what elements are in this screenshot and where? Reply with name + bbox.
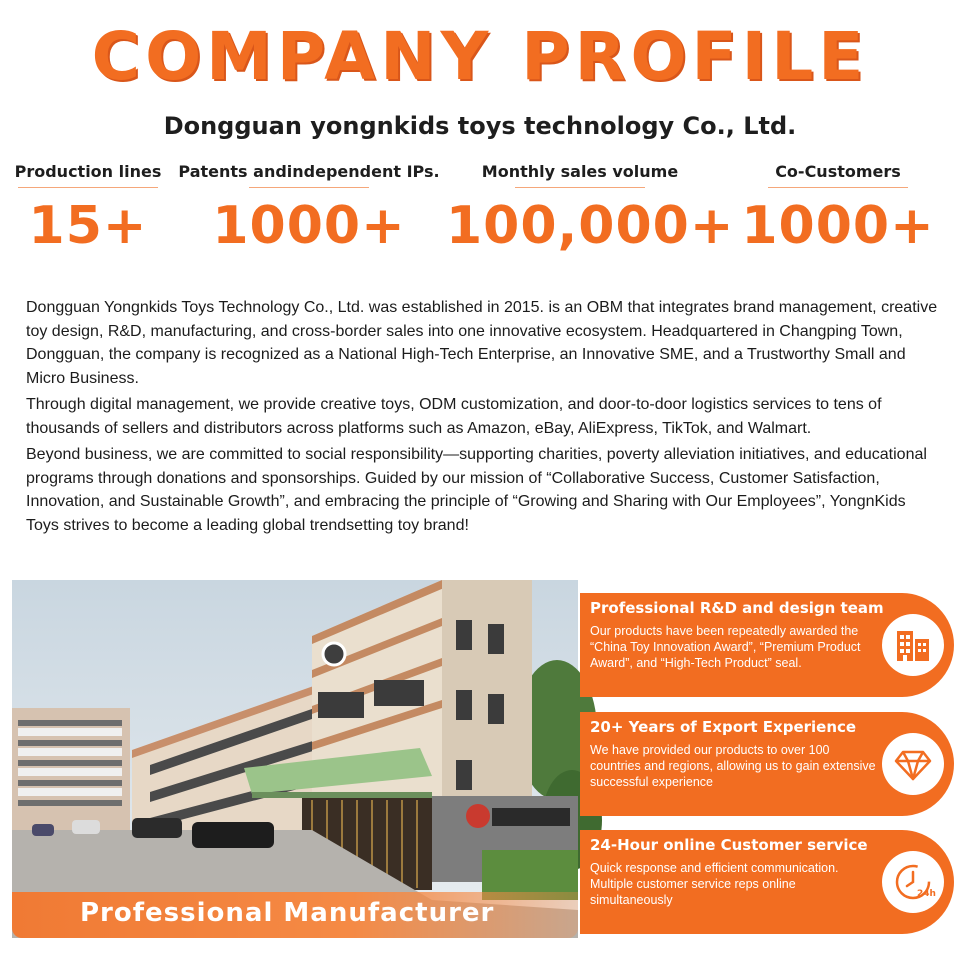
feature-title: Professional R&D and design team bbox=[590, 599, 884, 617]
diamond-icon bbox=[893, 744, 933, 784]
company-description bbox=[26, 296, 941, 540]
stats-row bbox=[0, 162, 960, 272]
feature-title: 24-Hour online Customer service bbox=[590, 836, 868, 854]
description-paragraph: Through digital management, we provide creative toys, ODM customization, and door-to-door logistics services to tens of thousands of sellers and distributors across platforms such as Amazon, eBay, AliExpress, TikTok, and Walmart. bbox=[26, 396, 882, 437]
stat-label: Co-Customers bbox=[775, 162, 901, 181]
stat-monthly-sales bbox=[446, 162, 735, 256]
feature-icon-badge bbox=[882, 614, 944, 676]
feature-description: Our products have been repeatedly awarded the “China Toy Innovation Award”, “Premium Product Award”, and “High-Tech Product” seal. bbox=[590, 624, 861, 670]
stat-value: 15+ bbox=[28, 196, 148, 256]
feature-title: 20+ Years of Export Experience bbox=[590, 718, 857, 736]
clock-24h-label: 24h bbox=[917, 889, 936, 899]
feature-description: Quick response and efficient communication. Multiple customer service reps online simultaneously bbox=[590, 861, 839, 907]
description-paragraph: Beyond business, we are committed to social responsibility—supporting charities, poverty alleviation initiatives, and educational programs through donations and sponsorships. Guided by our mission of “Collaborative Success, Customer Satisfaction, Innovation, and Sustainable Growth”, and embracing the principle of “Growing and Sharing with Our Employees”, YongnKids Toys strives to become a leading global trendsetting toy brand! bbox=[26, 446, 927, 534]
factory-photo bbox=[12, 580, 578, 938]
stat-divider bbox=[249, 187, 369, 188]
stat-value: 100,000+ bbox=[446, 196, 735, 256]
feature-icon-badge bbox=[882, 851, 944, 913]
feature-icon-badge bbox=[882, 733, 944, 795]
stat-value: 1000+ bbox=[212, 196, 406, 256]
stat-label: Monthly sales volume bbox=[481, 162, 679, 181]
stat-label: Production lines bbox=[14, 162, 162, 181]
feature-customer-service bbox=[580, 830, 954, 934]
stat-patents bbox=[176, 162, 442, 256]
description-paragraph: Dongguan Yongnkids Toys Technology Co., Ltd. was established in 2015. is an OBM that integrates brand management, creative toy design, R&D, manufacturing, and cross-border sales into one innovative ecosystem. Headquartered in Changping Town, Dongguan, the company is recognized as a National High-Tech Enterprise, an Innovative SME, and a Trustworthy Small and Micro Business. bbox=[26, 299, 938, 387]
building-icon bbox=[893, 625, 933, 665]
photo-caption: Professional Manufacturer bbox=[80, 898, 495, 928]
photo-caption-banner bbox=[12, 892, 578, 938]
page-title: COMPANY PROFILE bbox=[91, 18, 869, 95]
feature-rnd-team bbox=[580, 593, 954, 697]
stat-value: 1000+ bbox=[741, 196, 935, 256]
stat-divider bbox=[515, 187, 645, 188]
stat-label: Patents andindependent IPs. bbox=[178, 162, 440, 181]
stat-divider bbox=[18, 187, 158, 188]
feature-export-experience bbox=[580, 712, 954, 816]
feature-description: We have provided our products to over 100 countries and regions, allowing us to gain extensive successful experience bbox=[590, 743, 876, 789]
stat-production-lines bbox=[4, 162, 172, 256]
stat-co-customers bbox=[740, 162, 936, 256]
company-name: Dongguan yongnkids toys technology Co., Ltd. bbox=[163, 112, 797, 140]
clock-24h-icon bbox=[893, 862, 936, 902]
stat-divider bbox=[768, 187, 908, 188]
